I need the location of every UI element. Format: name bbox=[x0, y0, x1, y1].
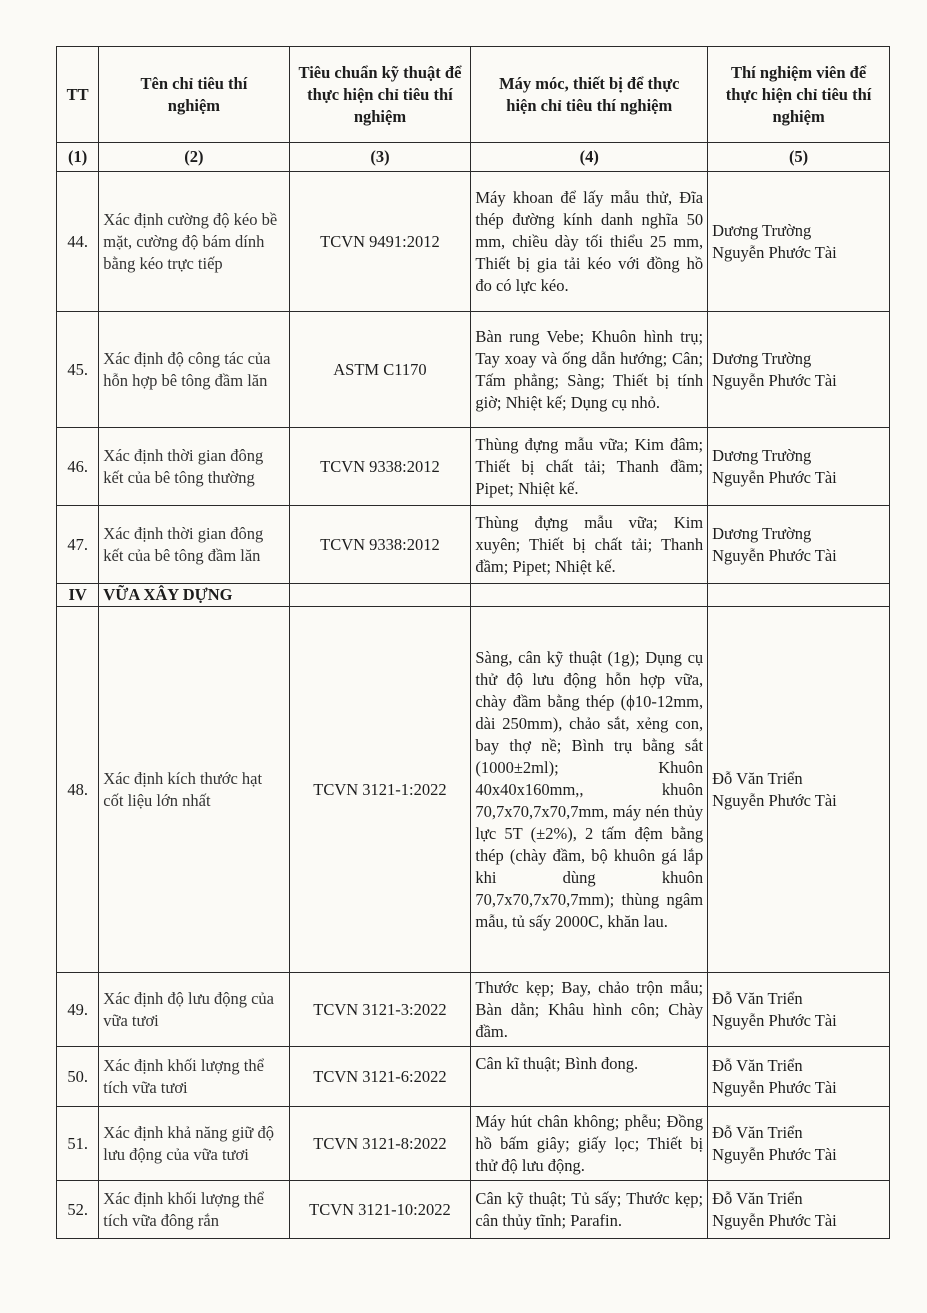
test-name: Xác định khối lượng thể tích vữa tươi bbox=[99, 1047, 289, 1107]
header-test-name: Tên chỉ tiêu thí nghiệm bbox=[99, 47, 289, 143]
staff-cell bbox=[708, 607, 890, 973]
standard-code: TCVN 9338:2012 bbox=[289, 506, 471, 584]
column-number: (5) bbox=[708, 143, 890, 172]
staff-cell bbox=[708, 312, 890, 428]
staff-cell bbox=[708, 428, 890, 506]
staff-name: Nguyễn Phước Tài bbox=[712, 370, 837, 390]
staff-name: Nguyễn Phước Tài bbox=[712, 1010, 837, 1030]
standard-code: TCVN 3121-6:2022 bbox=[289, 1047, 471, 1107]
row-number: 48. bbox=[57, 607, 99, 973]
row-number: 46. bbox=[57, 428, 99, 506]
equipment-list: Thùng đựng mẫu vữa; Kim xuyên; Thiết bị chất tải; Thanh đầm; Pipet; Nhiệt kế. bbox=[471, 506, 708, 584]
staff-cell bbox=[708, 506, 890, 584]
row-number: 52. bbox=[57, 1181, 99, 1239]
test-name: Xác định thời gian đông kết của bê tông đầm lăn bbox=[99, 506, 289, 584]
header-standard: Tiêu chuẩn kỹ thuật để thực hiện chỉ tiêu thí nghiệm bbox=[289, 47, 471, 143]
section-row bbox=[57, 584, 890, 607]
standard-code: TCVN 3121-3:2022 bbox=[289, 973, 471, 1047]
staff-name: Dương Trường bbox=[712, 445, 812, 465]
column-number-row bbox=[57, 143, 890, 172]
column-number: (3) bbox=[289, 143, 471, 172]
column-number: (1) bbox=[57, 143, 99, 172]
table-row bbox=[57, 428, 890, 506]
row-number: 44. bbox=[57, 172, 99, 312]
equipment-list: Thước kẹp; Bay, chảo trộn mẫu; Bàn dằn; Khâu hình côn; Chày đầm. bbox=[471, 973, 708, 1047]
staff-cell bbox=[708, 172, 890, 312]
equipment-list: Cân kỹ thuật; Tủ sấy; Thước kẹp; cân thủy tĩnh; Parafin. bbox=[471, 1181, 708, 1239]
row-number: 49. bbox=[57, 973, 99, 1047]
table-row bbox=[57, 1047, 890, 1107]
staff-name: Nguyễn Phước Tài bbox=[712, 1077, 837, 1097]
staff-name: Đỗ Văn Triển bbox=[712, 1188, 803, 1208]
staff-cell bbox=[708, 1181, 890, 1239]
table-row bbox=[57, 1107, 890, 1181]
table-row bbox=[57, 312, 890, 428]
equipment-list: Sàng, cân kỹ thuật (1g); Dụng cụ thử độ lưu động hỗn hợp vữa, chày đầm bằng thép (ϕ10-12mm, dài 250mm), chảo sắt, xẻng con, bay thợ nề; Bình trụ bằng sắt (1000±2ml); Khuôn 40x40x160mm,, khuôn 70,7x70,7x70,7mm, máy nén thủy lực 5T (±2%), 2 tấm đệm bằng thép (chày đầm, bộ khuôn gá lắp khi dùng khuôn 70,7x70,7x70,7mm); thùng ngâm mẫu, tủ sấy 2000C, khăn lau. bbox=[471, 607, 708, 973]
header-tt: TT bbox=[57, 47, 99, 143]
row-number: 50. bbox=[57, 1047, 99, 1107]
equipment-list: Cân kĩ thuật; Bình đong. bbox=[471, 1047, 708, 1107]
staff-cell bbox=[708, 1047, 890, 1107]
staff-name: Dương Trường bbox=[712, 523, 812, 543]
staff-name: Nguyễn Phước Tài bbox=[712, 545, 837, 565]
equipment-list: Bàn rung Vebe; Khuôn hình trụ; Tay xoay và ống dẫn hướng; Cân; Tấm phẳng; Sàng; Thiết bị tính giờ; Nhiệt kế; Dụng cụ nhỏ. bbox=[471, 312, 708, 428]
standard-code: ASTM C1170 bbox=[289, 312, 471, 428]
standard-code: TCVN 9338:2012 bbox=[289, 428, 471, 506]
staff-name: Dương Trường bbox=[712, 220, 812, 240]
table-row bbox=[57, 607, 890, 973]
standard-code: TCVN 3121-8:2022 bbox=[289, 1107, 471, 1181]
table-row bbox=[57, 973, 890, 1047]
test-name: Xác định khả năng giữ độ lưu động của vữa tươi bbox=[99, 1107, 289, 1181]
staff-name: Nguyễn Phước Tài bbox=[712, 1210, 837, 1230]
column-number: (4) bbox=[471, 143, 708, 172]
row-number: 47. bbox=[57, 506, 99, 584]
equipment-list: Máy hút chân không; phễu; Đồng hồ bấm giây; giấy lọc; Thiết bị thử độ lưu động. bbox=[471, 1107, 708, 1181]
staff-name: Đỗ Văn Triển bbox=[712, 1122, 803, 1142]
staff-name: Đỗ Văn Triển bbox=[712, 988, 803, 1008]
test-name: Xác định kích thước hạt cốt liệu lớn nhất bbox=[99, 607, 289, 973]
staff-name: Đỗ Văn Triển bbox=[712, 1055, 803, 1075]
staff-name: Nguyễn Phước Tài bbox=[712, 242, 837, 262]
staff-name: Đỗ Văn Triển bbox=[712, 768, 803, 788]
table-row bbox=[57, 506, 890, 584]
equipment-list: Thùng đựng mẫu vữa; Kim đâm; Thiết bị chất tải; Thanh đầm; Pipet; Nhiệt kế. bbox=[471, 428, 708, 506]
test-name: Xác định thời gian đông kết của bê tông thường bbox=[99, 428, 289, 506]
test-standards-table bbox=[56, 46, 890, 1239]
test-name: Xác định độ công tác của hỗn hợp bê tông đầm lăn bbox=[99, 312, 289, 428]
staff-name: Nguyễn Phước Tài bbox=[712, 1144, 837, 1164]
header-equipment: Máy móc, thiết bị để thực hiện chỉ tiêu thí nghiệm bbox=[471, 47, 708, 143]
test-name: Xác định độ lưu động của vữa tươi bbox=[99, 973, 289, 1047]
column-number: (2) bbox=[99, 143, 289, 172]
equipment-list: Máy khoan để lấy mẫu thử, Đĩa thép đường kính danh nghĩa 50 mm, chiều dày tối thiểu 25 mm, Thiết bị gia tải kéo với đồng hồ đo có lực kéo. bbox=[471, 172, 708, 312]
staff-name: Dương Trường bbox=[712, 348, 812, 368]
standard-code: TCVN 3121-10:2022 bbox=[289, 1181, 471, 1239]
table-row bbox=[57, 172, 890, 312]
staff-cell bbox=[708, 973, 890, 1047]
table-header-row bbox=[57, 47, 890, 143]
row-number: 45. bbox=[57, 312, 99, 428]
section-title: VỮA XÂY DỰNG bbox=[99, 584, 289, 607]
staff-name: Nguyễn Phước Tài bbox=[712, 790, 837, 810]
staff-cell bbox=[708, 1107, 890, 1181]
header-staff: Thí nghiệm viên để thực hiện chỉ tiêu thí nghiệm bbox=[708, 47, 890, 143]
section-number: IV bbox=[57, 584, 99, 607]
test-name: Xác định khối lượng thể tích vữa đông rắn bbox=[99, 1181, 289, 1239]
test-name: Xác định cường độ kéo bề mặt, cường độ bám dính bằng kéo trực tiếp bbox=[99, 172, 289, 312]
table-row bbox=[57, 1181, 890, 1239]
standard-code: TCVN 3121-1:2022 bbox=[289, 607, 471, 973]
row-number: 51. bbox=[57, 1107, 99, 1181]
standard-code: TCVN 9491:2012 bbox=[289, 172, 471, 312]
staff-name: Nguyễn Phước Tài bbox=[712, 467, 837, 487]
